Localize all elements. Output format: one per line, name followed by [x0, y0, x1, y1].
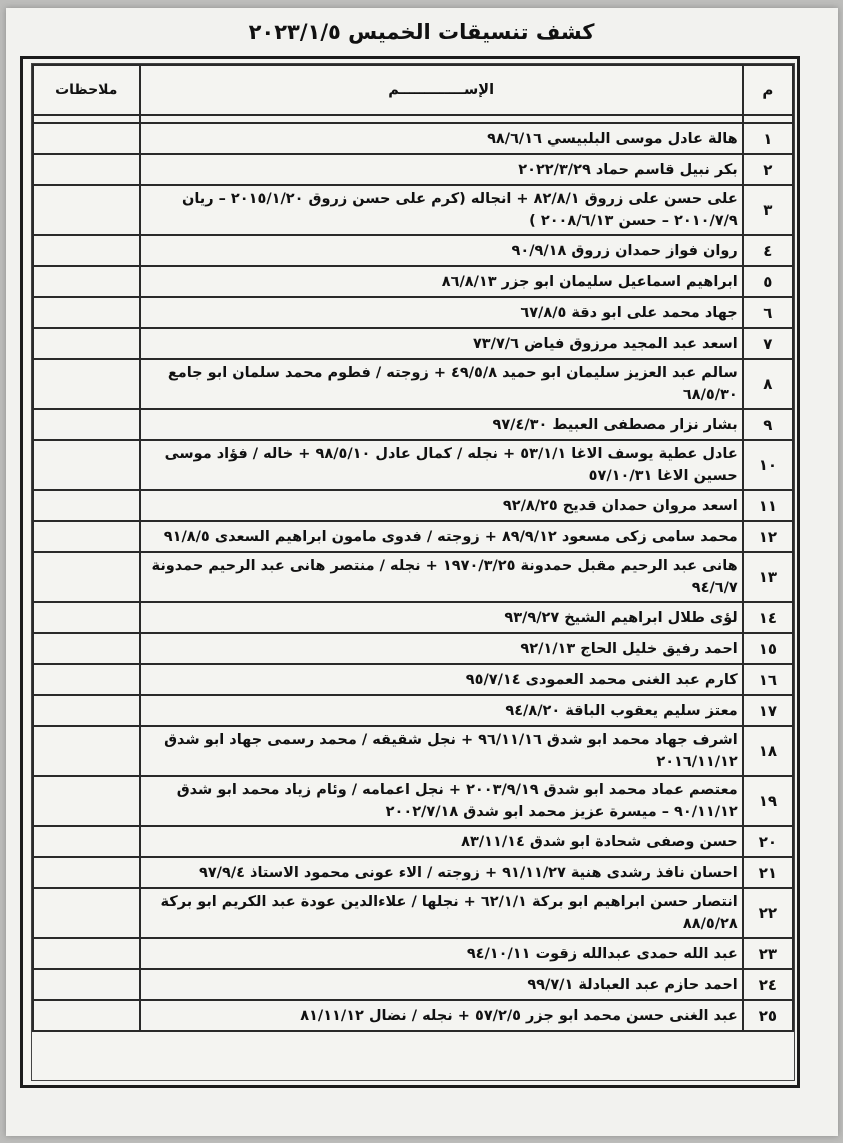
row-notes: [33, 266, 140, 297]
row-notes: [33, 521, 140, 552]
row-notes: [33, 297, 140, 328]
table-row: [33, 857, 793, 888]
row-number: ٢١: [743, 857, 793, 888]
row-name: معتز سليم يعقوب الباقة ٩٤/٨/٢٠: [140, 695, 743, 726]
row-name: عبد الله حمدى عبدالله زقوت ٩٤/١٠/١١: [140, 938, 743, 969]
row-number: ٥: [743, 266, 793, 297]
row-name: محمد سامى زكى مسعود ٨٩/٩/١٢ + زوجته / فدوى مامون ابراهيم السعدى ٩١/٨/٥: [140, 521, 743, 552]
table-row: [33, 490, 793, 521]
table-row: [33, 695, 793, 726]
row-notes: [33, 328, 140, 359]
table-row: [33, 297, 793, 328]
row-number: ٢٣: [743, 938, 793, 969]
row-number: ١٦: [743, 664, 793, 695]
row-name: عبد الغنى حسن محمد ابو جزر ٥٧/٢/٥ + نجله / نضال ٨١/١١/١٢: [140, 1000, 743, 1031]
row-name: هانى عبد الرحيم مقبل حمدونة ١٩٧٠/٣/٢٥ + نجله / منتصر هانى عبد الرحيم حمدونة ٩٤/٦/٧: [140, 552, 743, 602]
row-number: ١٩: [743, 776, 793, 826]
row-name: حسن وصفى شحادة ابو شدق ٨٣/١١/١٤: [140, 826, 743, 857]
row-number: ١٧: [743, 695, 793, 726]
table-row: [33, 235, 793, 266]
table-inner-frame: [31, 63, 795, 1081]
table-row: [33, 154, 793, 185]
row-name: ابراهيم اسماعيل سليمان ابو جزر ٨٦/٨/١٣: [140, 266, 743, 297]
row-number: ٩: [743, 409, 793, 440]
row-name: انتصار حسن ابراهيم ابو بركة ٦٢/١/١ + نجلها / علاءالدين عودة عبد الكريم ابو بركة ٨٨/٥/٢٨: [140, 888, 743, 938]
table-row: [33, 826, 793, 857]
row-notes: [33, 123, 140, 154]
row-notes: [33, 490, 140, 521]
row-notes: [33, 235, 140, 266]
row-number: ٤: [743, 235, 793, 266]
table-row: [33, 185, 793, 235]
row-name: عادل عطية يوسف الاغا ٥٣/١/١ + نجله / كمال عادل ٩٨/٥/١٠ + خاله / فؤاد موسى حسين الاغا ٥٧/١٠/٣١: [140, 440, 743, 490]
header-number: م: [743, 65, 793, 115]
row-number: ١٣: [743, 552, 793, 602]
row-notes: [33, 938, 140, 969]
row-name: كارم عبد الغنى محمد العمودى ٩٥/٧/١٤: [140, 664, 743, 695]
row-number: ٢٠: [743, 826, 793, 857]
header-name: الإســـــــــــــم: [140, 65, 743, 115]
row-notes: [33, 440, 140, 490]
names-table: [32, 64, 794, 1032]
header-gap: [33, 115, 793, 123]
table-row: [33, 776, 793, 826]
row-name: سالم عبد العزيز سليمان ابو حميد ٤٩/٥/٨ + زوجته / فطوم محمد سلمان ابو جامع ٦٨/٥/٣٠: [140, 359, 743, 409]
table-row: [33, 359, 793, 409]
row-number: ٢٤: [743, 969, 793, 1000]
table-row: [33, 328, 793, 359]
row-number: ٨: [743, 359, 793, 409]
row-notes: [33, 664, 140, 695]
row-name: احسان نافذ رشدى هنية ٩١/١١/٢٧ + زوجته / الاء عونى محمود الاستاذ ٩٧/٩/٤: [140, 857, 743, 888]
row-number: ١٢: [743, 521, 793, 552]
row-notes: [33, 695, 140, 726]
table-row: [33, 440, 793, 490]
row-number: ٦: [743, 297, 793, 328]
row-number: ٧: [743, 328, 793, 359]
row-name: احمد رفيق خليل الحاج ٩٢/١/١٣: [140, 633, 743, 664]
table-row: [33, 266, 793, 297]
page-title: كشف تنسيقات الخميس ٢٠٢٣/١/٥: [248, 20, 595, 44]
row-name: اسعد مروان حمدان قديح ٩٢/٨/٢٥: [140, 490, 743, 521]
table-row: [33, 552, 793, 602]
row-number: ١٨: [743, 726, 793, 776]
row-number: ١٤: [743, 602, 793, 633]
table-row: [33, 969, 793, 1000]
row-name: لؤى طلال ابراهيم الشيخ ٩٣/٩/٢٧: [140, 602, 743, 633]
table-row: [33, 123, 793, 154]
row-notes: [33, 409, 140, 440]
row-number: ٢٢: [743, 888, 793, 938]
row-name: بكر نبيل قاسم حماد ٢٠٢٢/٣/٢٩: [140, 154, 743, 185]
row-name: اشرف جهاد محمد ابو شدق ٩٦/١١/١٦ + نجل شقيقه / محمد رسمى جهاد ابو شدق ٢٠١٦/١١/١٢: [140, 726, 743, 776]
row-notes: [33, 888, 140, 938]
header-notes: ملاحظات: [33, 65, 140, 115]
table-row: [33, 726, 793, 776]
row-name: بشار نزار مصطفى العبيط ٩٧/٤/٣٠: [140, 409, 743, 440]
row-notes: [33, 1000, 140, 1031]
row-notes: [33, 602, 140, 633]
table-frame: [20, 56, 800, 1088]
row-name: معتصم عماد محمد ابو شدق ٢٠٠٣/٩/١٩ + نجل اعمامه / وئام زياد محمد ابو شدق ٩٠/١١/١٢ – ميسرة عزيز محمد ابو شدق ٢٠٠٢/٧/١٨: [140, 776, 743, 826]
row-notes: [33, 185, 140, 235]
row-number: ١: [743, 123, 793, 154]
row-number: ١١: [743, 490, 793, 521]
row-notes: [33, 969, 140, 1000]
row-notes: [33, 776, 140, 826]
row-name: هالة عادل موسى البلبيسي ٩٨/٦/١٦: [140, 123, 743, 154]
row-number: ١٠: [743, 440, 793, 490]
row-notes: [33, 857, 140, 888]
row-name: روان فواز حمدان زروق ٩٠/٩/١٨: [140, 235, 743, 266]
row-number: ٢٥: [743, 1000, 793, 1031]
row-notes: [33, 633, 140, 664]
row-notes: [33, 826, 140, 857]
row-notes: [33, 726, 140, 776]
table-row: [33, 1000, 793, 1031]
row-name: على حسن على زروق ٨٢/٨/١ + انجاله (كرم على حسن زروق ٢٠١٥/١/٢٠ – ريان ٢٠١٠/٧/٩ – حسن ٢٠٠٨/٦/١٣ ): [140, 185, 743, 235]
row-number: ١٥: [743, 633, 793, 664]
row-notes: [33, 359, 140, 409]
table-row: [33, 409, 793, 440]
table-row: [33, 602, 793, 633]
row-notes: [33, 154, 140, 185]
row-notes: [33, 552, 140, 602]
row-name: جهاد محمد على ابو دقة ٦٧/٨/٥: [140, 297, 743, 328]
row-number: ٣: [743, 185, 793, 235]
table-header-row: [33, 65, 793, 115]
table-row: [33, 938, 793, 969]
table-row: [33, 521, 793, 552]
table-row: [33, 888, 793, 938]
table-row: [33, 664, 793, 695]
table-row: [33, 633, 793, 664]
row-number: ٢: [743, 154, 793, 185]
row-name: اسعد عبد المجيد مرزوق فياض ٧٣/٧/٦: [140, 328, 743, 359]
row-name: احمد حازم عبد العبادلة ٩٩/٧/١: [140, 969, 743, 1000]
